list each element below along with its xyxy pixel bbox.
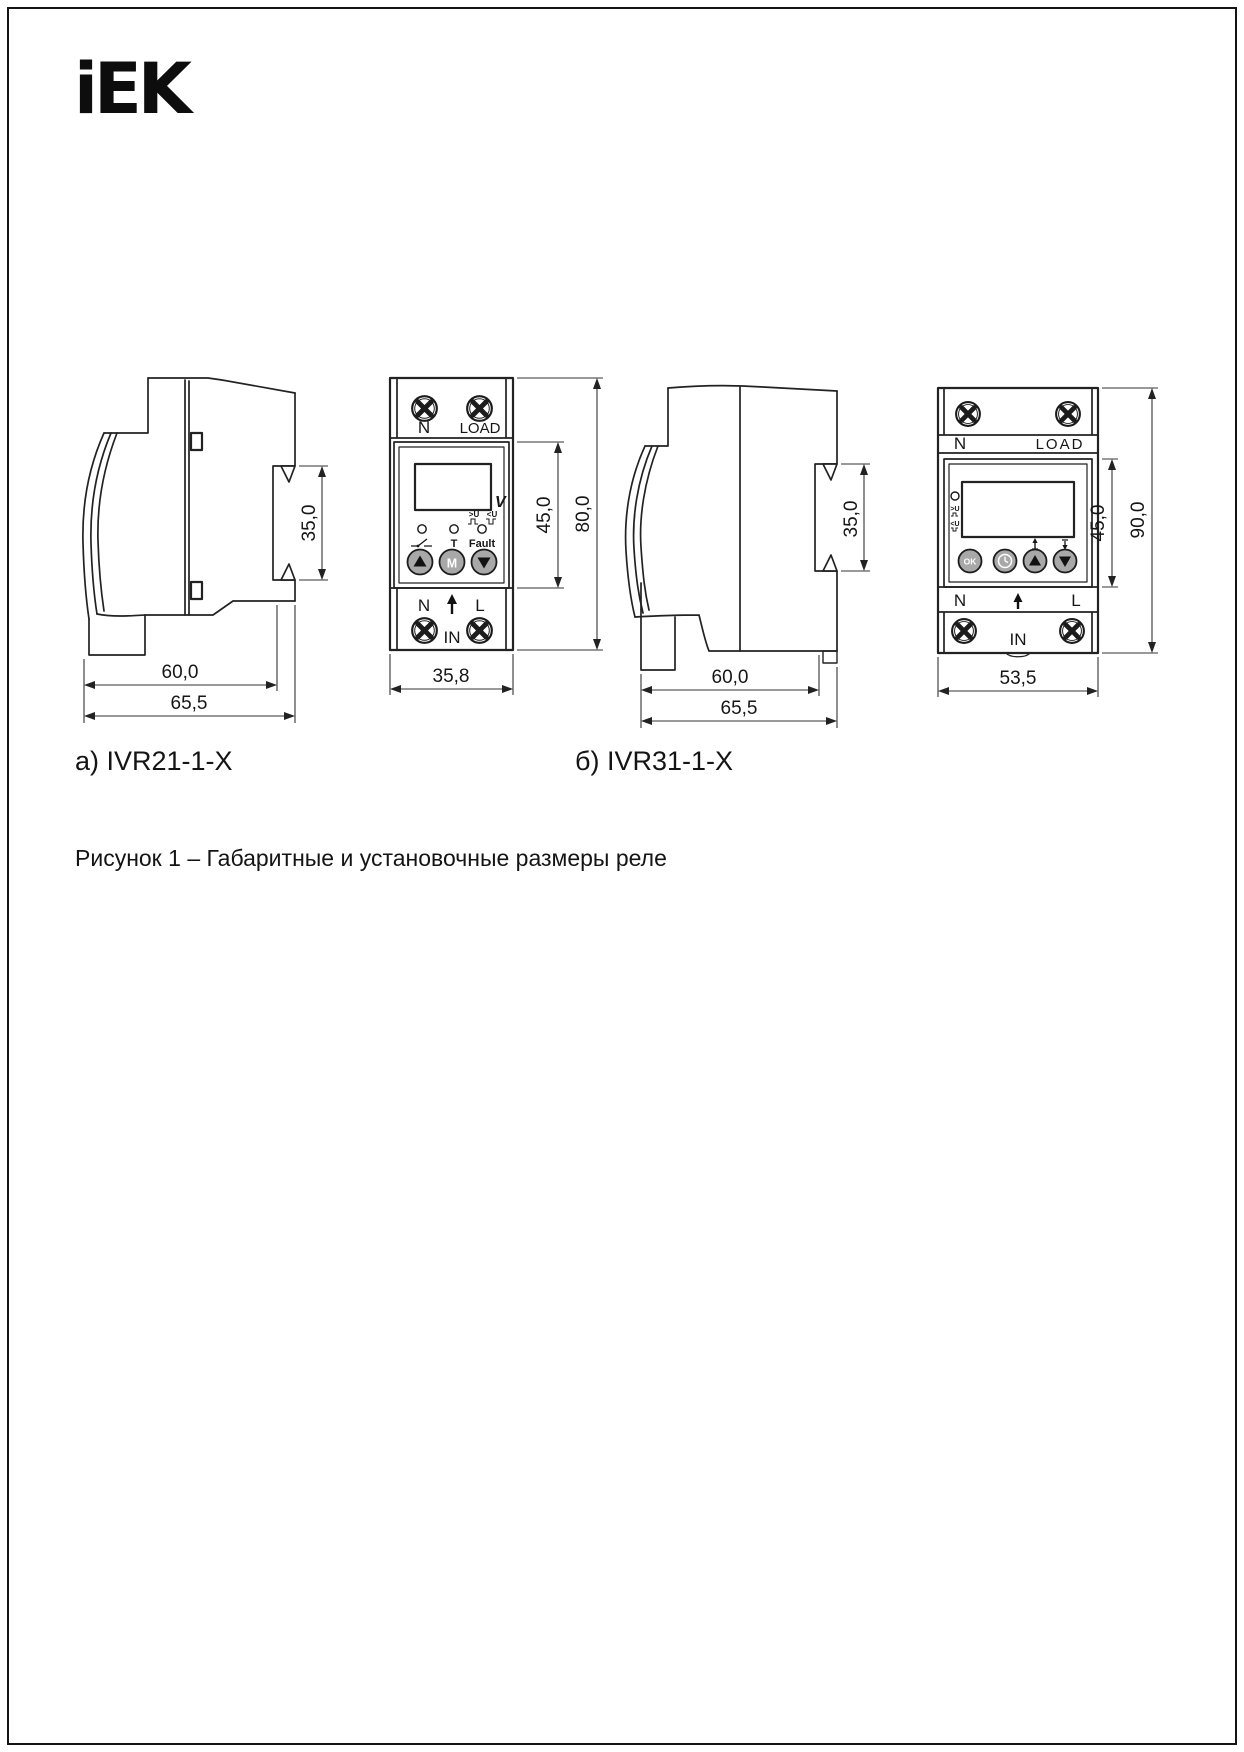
overvoltage-symbol: >U bbox=[950, 506, 960, 513]
ivr31-front-view-drawing bbox=[898, 333, 1228, 703]
dimension-label: 80,0 bbox=[573, 495, 594, 533]
panel-buttons bbox=[408, 550, 497, 575]
dimension-label: 53,5 bbox=[999, 668, 1037, 689]
up-hint-arrow-icon bbox=[1032, 538, 1038, 549]
ivr31-side-view-drawing bbox=[573, 333, 878, 733]
dimension-label: 65,5 bbox=[170, 693, 208, 714]
ivr21-side-view-drawing bbox=[70, 333, 335, 733]
undervoltage-symbol: <U bbox=[950, 521, 960, 528]
width-dimension bbox=[938, 657, 1098, 697]
screw-icon bbox=[467, 396, 492, 421]
dimension-label: 45,0 bbox=[534, 496, 555, 534]
dimension-label: 60,0 bbox=[161, 662, 199, 683]
input-label: IN bbox=[1009, 630, 1027, 649]
pulse-low-icon bbox=[951, 528, 958, 531]
status-led bbox=[951, 492, 959, 500]
iek-logo: iEK bbox=[74, 48, 189, 130]
terminal-load-label: LOAD bbox=[459, 420, 501, 437]
terminal-l-label: L bbox=[1071, 591, 1081, 610]
terminal-n-label: N bbox=[953, 434, 967, 453]
lcd-display bbox=[962, 482, 1074, 537]
figure-caption: Рисунок 1 – Габаритные и установочные размеры реле bbox=[75, 845, 667, 871]
terminal-n-label: N bbox=[417, 418, 431, 437]
dimension-label: 35,0 bbox=[299, 504, 320, 542]
input-label: IN bbox=[443, 628, 461, 647]
panel-height-dimension bbox=[517, 442, 564, 588]
fault-led-label: Fault bbox=[468, 538, 496, 550]
screw-icon bbox=[467, 618, 492, 643]
caption-ivr31: б) IVR31-1-X bbox=[575, 746, 734, 776]
width-dimension bbox=[390, 654, 513, 695]
pulse-low-icon bbox=[486, 519, 496, 524]
dimension-label: 35,8 bbox=[432, 666, 470, 687]
terminal-l-label: L bbox=[475, 596, 485, 615]
relay-led bbox=[418, 525, 426, 533]
dimension-label: 60,0 bbox=[711, 667, 749, 688]
terminal-n-label: N bbox=[417, 596, 431, 615]
overvoltage-symbol: >U bbox=[468, 510, 480, 519]
dimension-label: 65,5 bbox=[720, 698, 758, 719]
undervoltage-symbol: <U bbox=[486, 510, 498, 519]
indicator-leds bbox=[411, 510, 497, 550]
dimension-label: 45,0 bbox=[1088, 504, 1109, 542]
screw-icon bbox=[952, 619, 976, 643]
status-indicator bbox=[950, 492, 959, 531]
page-border bbox=[7, 7, 1237, 1745]
screw-icon bbox=[412, 618, 437, 643]
pulse-high-icon bbox=[951, 513, 958, 516]
pulse-high-icon bbox=[468, 519, 478, 524]
rail-height-dimension bbox=[299, 466, 328, 580]
screw-icon bbox=[956, 402, 980, 426]
relay-contact-icon bbox=[411, 539, 432, 547]
timer-led-label: T bbox=[450, 538, 458, 550]
terminal-n-label: N bbox=[953, 591, 967, 610]
fault-led bbox=[478, 525, 486, 533]
input-arrow-icon bbox=[1014, 593, 1023, 609]
device-outline bbox=[626, 386, 837, 670]
screw-icon bbox=[1060, 619, 1084, 643]
ok-button-label: OK bbox=[963, 556, 977, 567]
dimension-label: 35,0 bbox=[841, 500, 862, 538]
ivr21-front-view-drawing bbox=[340, 333, 610, 703]
terminal-load-label: LOAD bbox=[1035, 436, 1085, 453]
device-outline bbox=[83, 378, 295, 655]
mode-button-label: M bbox=[446, 556, 458, 571]
dimension-label: 90,0 bbox=[1128, 501, 1149, 539]
full-height-dimension bbox=[1102, 388, 1158, 653]
panel-buttons bbox=[959, 538, 1077, 573]
screw-icon bbox=[1056, 402, 1080, 426]
rail-height-dimension bbox=[841, 464, 870, 571]
timer-led bbox=[450, 525, 458, 533]
voltage-unit-label: V bbox=[495, 494, 506, 511]
lcd-display bbox=[415, 464, 491, 510]
input-arrow-icon bbox=[447, 594, 457, 614]
down-hint-arrow-icon bbox=[1062, 540, 1068, 550]
caption-ivr21: а) IVR21-1-X bbox=[75, 746, 233, 776]
